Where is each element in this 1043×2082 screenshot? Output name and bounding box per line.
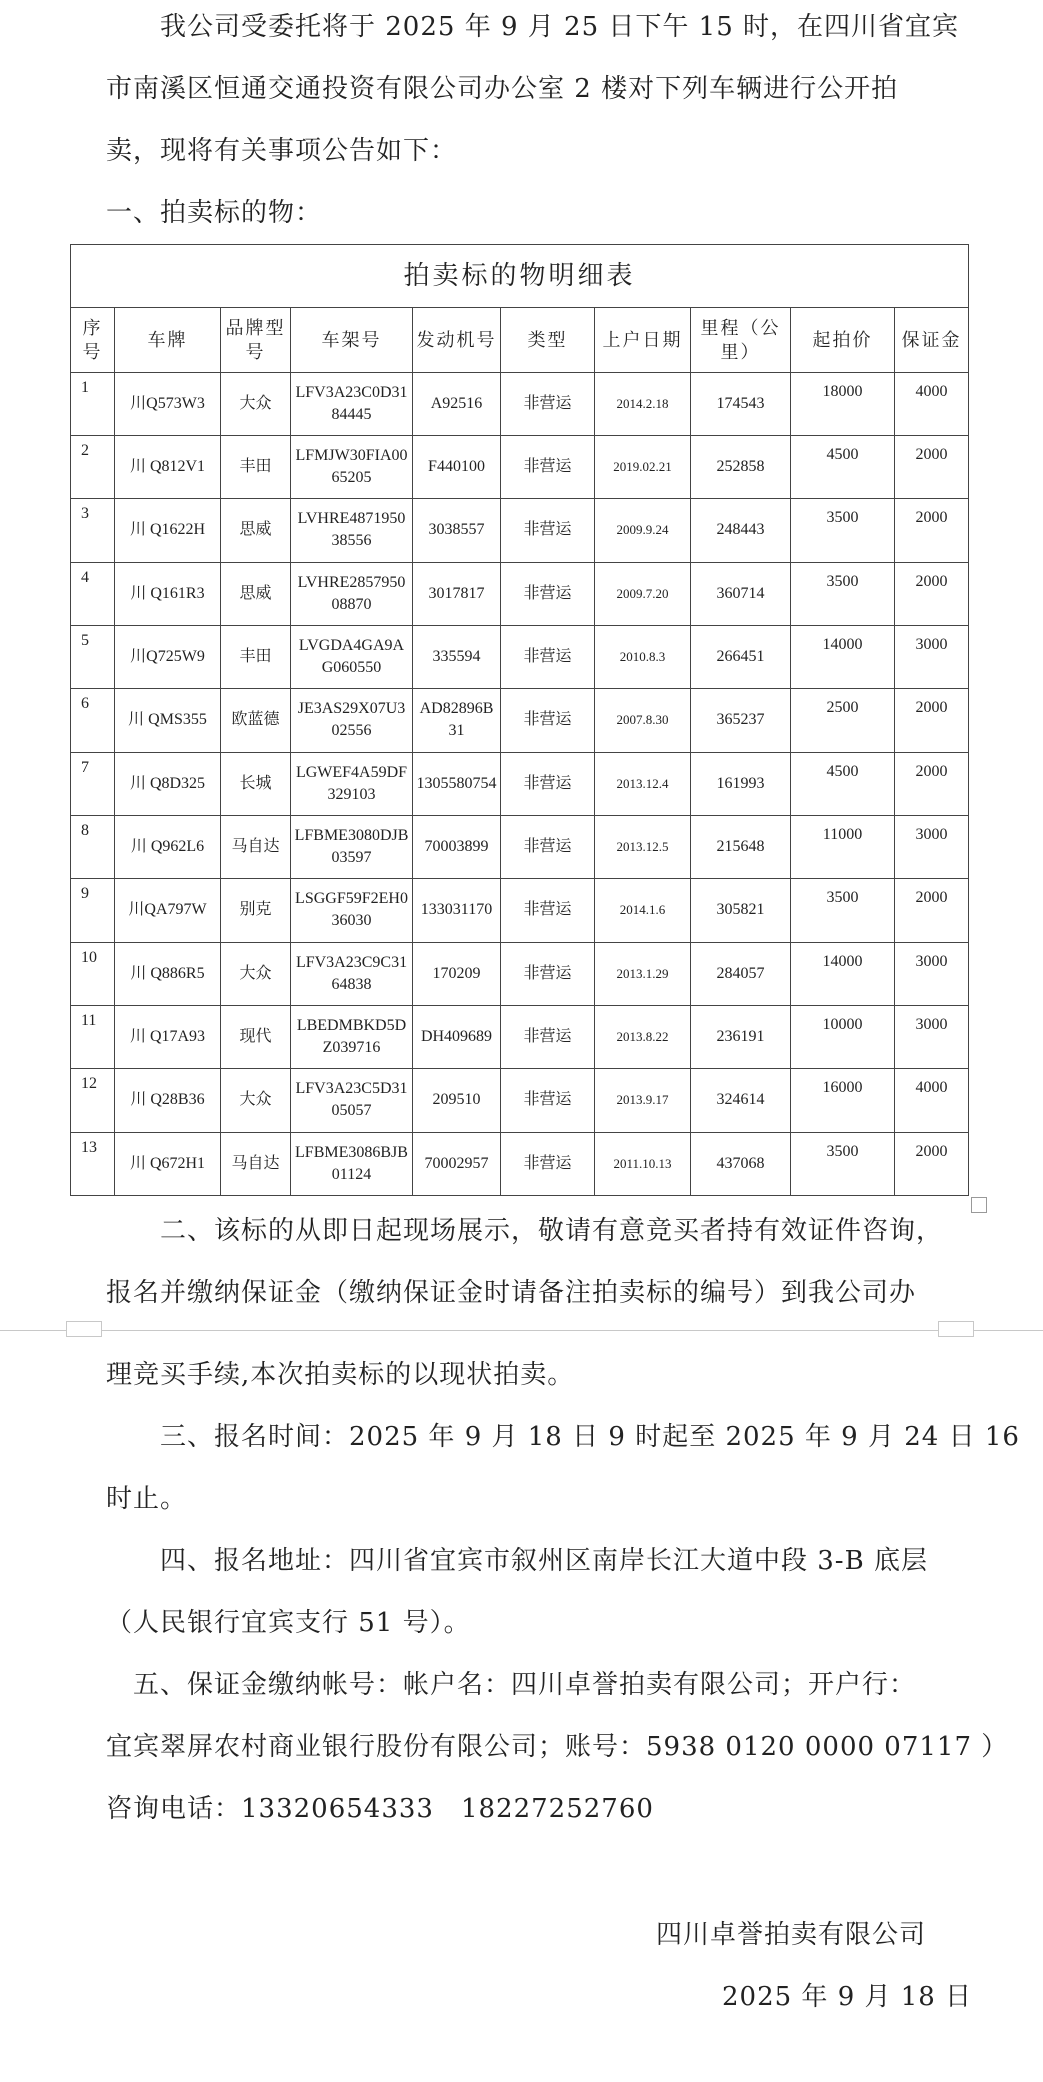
cell-plate: 川 Q28B36 xyxy=(115,1069,221,1132)
cell-brand: 马自达 xyxy=(221,1132,291,1195)
cell-type: 非营运 xyxy=(501,625,595,688)
section-3-line-2: 时止。 xyxy=(106,1484,188,1514)
section-1-heading: 一、拍卖标的物： xyxy=(106,198,323,228)
cell-deposit: 3000 xyxy=(895,815,969,878)
signature-date: 2025 年 9 月 18 日 xyxy=(722,1982,973,2012)
intro-line-1: 我公司受委托将于 2025 年 9 月 25 日下午 15 时，在四川省宜宾 xyxy=(160,12,959,42)
contact-phone: 咨询电话：13320654333 18227252760 xyxy=(106,1794,654,1824)
table-row xyxy=(71,689,969,752)
cell-reg-date: 2010.8.3 xyxy=(595,625,691,688)
cell-deposit: 3000 xyxy=(895,625,969,688)
cell-plate: 川 Q1622H xyxy=(115,499,221,562)
header-type: 类型 xyxy=(501,308,595,372)
cell-seq: 8 xyxy=(71,815,115,878)
cell-seq: 1 xyxy=(71,372,115,435)
cell-type: 非营运 xyxy=(501,689,595,752)
cell-type: 非营运 xyxy=(501,879,595,942)
cell-mileage: 360714 xyxy=(691,562,791,625)
cell-brand: 现代 xyxy=(221,1005,291,1068)
cell-start-price: 14000 xyxy=(791,942,895,1005)
cell-mileage: 324614 xyxy=(691,1069,791,1132)
cell-start-price: 3500 xyxy=(791,1132,895,1195)
table-row xyxy=(71,625,969,688)
cell-start-price: 2500 xyxy=(791,689,895,752)
cell-start-price: 10000 xyxy=(791,1005,895,1068)
cell-start-price: 14000 xyxy=(791,625,895,688)
table-row xyxy=(71,1069,969,1132)
section-2-line-2: 报名并缴纳保证金（缴纳保证金时请备注拍卖标的编号）到我公司办 xyxy=(106,1278,917,1308)
cell-mileage: 365237 xyxy=(691,689,791,752)
cell-brand: 丰田 xyxy=(221,625,291,688)
cell-reg-date: 2019.02.21 xyxy=(595,435,691,498)
cell-reg-date: 2013.8.22 xyxy=(595,1005,691,1068)
cell-reg-date: 2011.10.13 xyxy=(595,1132,691,1195)
cell-seq: 9 xyxy=(71,879,115,942)
cell-engine: 133031170 xyxy=(413,879,501,942)
cell-mileage: 266451 xyxy=(691,625,791,688)
cell-plate: 川 Q8D325 xyxy=(115,752,221,815)
cell-start-price: 18000 xyxy=(791,372,895,435)
section-3-line-1: 三、报名时间：2025 年 9 月 18 日 9 时起至 2025 年 9 月 24 日 16 xyxy=(160,1422,1020,1452)
cell-brand: 长城 xyxy=(221,752,291,815)
cell-engine: DH409689 xyxy=(413,1005,501,1068)
cell-seq: 7 xyxy=(71,752,115,815)
cell-plate: 川QA797W xyxy=(115,879,221,942)
cell-type: 非营运 xyxy=(501,562,595,625)
cell-reg-date: 2014.2.18 xyxy=(595,372,691,435)
header-vin: 车架号 xyxy=(291,308,413,372)
cell-mileage: 161993 xyxy=(691,752,791,815)
cell-plate: 川 Q161R3 xyxy=(115,562,221,625)
cell-start-price: 3500 xyxy=(791,562,895,625)
cell-plate: 川 Q17A93 xyxy=(115,1005,221,1068)
cell-deposit: 4000 xyxy=(895,372,969,435)
cell-deposit: 2000 xyxy=(895,689,969,752)
cell-vin: LVHRE285795008870 xyxy=(291,562,413,625)
cell-vin: LFV3A23C5D3105057 xyxy=(291,1069,413,1132)
cell-type: 非营运 xyxy=(501,1132,595,1195)
header-brand: 品牌型号 xyxy=(221,308,291,372)
cell-reg-date: 2009.9.24 xyxy=(595,499,691,562)
cell-start-price: 4500 xyxy=(791,435,895,498)
cell-brand: 丰田 xyxy=(221,435,291,498)
cell-type: 非营运 xyxy=(501,1069,595,1132)
cell-brand: 思威 xyxy=(221,562,291,625)
cell-deposit: 2000 xyxy=(895,435,969,498)
cell-seq: 3 xyxy=(71,499,115,562)
cell-deposit: 2000 xyxy=(895,499,969,562)
cell-brand: 思威 xyxy=(221,499,291,562)
cell-deposit: 3000 xyxy=(895,942,969,1005)
cell-engine: 170209 xyxy=(413,942,501,1005)
header-start-price: 起拍价 xyxy=(791,308,895,372)
cell-seq: 10 xyxy=(71,942,115,1005)
cell-plate: 川Q725W9 xyxy=(115,625,221,688)
table-row xyxy=(71,562,969,625)
header-plate: 车牌 xyxy=(115,308,221,372)
cell-vin: LGWEF4A59DF329103 xyxy=(291,752,413,815)
cell-vin: LBEDMBKD5DZ039716 xyxy=(291,1005,413,1068)
table-resize-handle xyxy=(971,1197,987,1213)
page-margin-mark-right xyxy=(938,1321,974,1337)
cell-vin: LVHRE487195038556 xyxy=(291,499,413,562)
cell-plate: 川 Q886R5 xyxy=(115,942,221,1005)
cell-engine: AD82896B31 xyxy=(413,689,501,752)
cell-brand: 大众 xyxy=(221,372,291,435)
cell-vin: LFMJW30FIA0065205 xyxy=(291,435,413,498)
cell-mileage: 236191 xyxy=(691,1005,791,1068)
table-row xyxy=(71,879,969,942)
cell-start-price: 16000 xyxy=(791,1069,895,1132)
cell-plate: 川 Q672H1 xyxy=(115,1132,221,1195)
cell-brand: 马自达 xyxy=(221,815,291,878)
cell-engine: 1305580754 xyxy=(413,752,501,815)
cell-seq: 11 xyxy=(71,1005,115,1068)
cell-mileage: 437068 xyxy=(691,1132,791,1195)
cell-deposit: 2000 xyxy=(895,752,969,815)
cell-mileage: 284057 xyxy=(691,942,791,1005)
cell-start-price: 3500 xyxy=(791,879,895,942)
cell-vin: JE3AS29X07U302556 xyxy=(291,689,413,752)
cell-start-price: 4500 xyxy=(791,752,895,815)
section-4-line-1: 四、报名地址：四川省宜宾市叙州区南岸长江大道中段 3-B 底层 xyxy=(160,1546,928,1576)
section-2-line-3: 理竞买手续,本次拍卖标的以现状拍卖。 xyxy=(106,1360,575,1390)
cell-seq: 2 xyxy=(71,435,115,498)
intro-line-3: 卖，现将有关事项公告如下： xyxy=(106,136,458,166)
cell-deposit: 2000 xyxy=(895,879,969,942)
cell-brand: 大众 xyxy=(221,1069,291,1132)
cell-deposit: 3000 xyxy=(895,1005,969,1068)
cell-vin: LSGGF59F2EH036030 xyxy=(291,879,413,942)
cell-mileage: 305821 xyxy=(691,879,791,942)
table-title: 拍卖标的物明细表 xyxy=(71,245,969,308)
header-seq: 序号 xyxy=(71,308,115,372)
cell-type: 非营运 xyxy=(501,372,595,435)
cell-plate: 川 QMS355 xyxy=(115,689,221,752)
cell-type: 非营运 xyxy=(501,435,595,498)
page-break-line xyxy=(0,1330,1043,1331)
signature-company: 四川卓誉拍卖有限公司 xyxy=(656,1920,927,1950)
cell-vin: LFBME3086BJB01124 xyxy=(291,1132,413,1195)
cell-engine: 3017817 xyxy=(413,562,501,625)
table-row xyxy=(71,372,969,435)
cell-reg-date: 2013.9.17 xyxy=(595,1069,691,1132)
cell-start-price: 3500 xyxy=(791,499,895,562)
cell-engine: 209510 xyxy=(413,1069,501,1132)
table-row xyxy=(71,435,969,498)
cell-deposit: 4000 xyxy=(895,1069,969,1132)
cell-brand: 大众 xyxy=(221,942,291,1005)
section-5-line-1: 五、保证金缴纳帐号：帐户名：四川卓誉拍卖有限公司；开户行： xyxy=(133,1670,917,1700)
auction-items-table xyxy=(70,244,969,1196)
cell-reg-date: 2014.1.6 xyxy=(595,879,691,942)
cell-plate: 川 Q812V1 xyxy=(115,435,221,498)
page-margin-mark-left xyxy=(66,1321,102,1337)
cell-type: 非营运 xyxy=(501,752,595,815)
cell-type: 非营运 xyxy=(501,815,595,878)
cell-start-price: 11000 xyxy=(791,815,895,878)
cell-seq: 13 xyxy=(71,1132,115,1195)
section-4-line-2: （人民银行宜宾支行 51 号）。 xyxy=(106,1608,471,1638)
cell-type: 非营运 xyxy=(501,1005,595,1068)
cell-deposit: 2000 xyxy=(895,1132,969,1195)
intro-line-2: 市南溪区恒通交通投资有限公司办公室 2 楼对下列车辆进行公开拍 xyxy=(106,74,899,104)
cell-engine: 335594 xyxy=(413,625,501,688)
cell-reg-date: 2013.1.29 xyxy=(595,942,691,1005)
cell-type: 非营运 xyxy=(501,942,595,1005)
table-row xyxy=(71,1005,969,1068)
section-5-line-2: 宜宾翠屏农村商业银行股份有限公司；账号：5938 0120 0000 07117 ） xyxy=(106,1732,1009,1762)
cell-reg-date: 2007.8.30 xyxy=(595,689,691,752)
header-mileage: 里程（公里） xyxy=(691,308,791,372)
table-row xyxy=(71,1132,969,1195)
cell-seq: 4 xyxy=(71,562,115,625)
cell-mileage: 215648 xyxy=(691,815,791,878)
cell-brand: 别克 xyxy=(221,879,291,942)
cell-engine: 3038557 xyxy=(413,499,501,562)
cell-plate: 川 Q962L6 xyxy=(115,815,221,878)
cell-vin: LFV3A23C9C3164838 xyxy=(291,942,413,1005)
cell-type: 非营运 xyxy=(501,499,595,562)
cell-vin: LFBME3080DJB03597 xyxy=(291,815,413,878)
cell-reg-date: 2013.12.4 xyxy=(595,752,691,815)
cell-reg-date: 2013.12.5 xyxy=(595,815,691,878)
cell-mileage: 174543 xyxy=(691,372,791,435)
cell-seq: 12 xyxy=(71,1069,115,1132)
cell-mileage: 248443 xyxy=(691,499,791,562)
cell-engine: F440100 xyxy=(413,435,501,498)
header-deposit: 保证金 xyxy=(895,308,969,372)
cell-mileage: 252858 xyxy=(691,435,791,498)
cell-vin: LVGDA4GA9AG060550 xyxy=(291,625,413,688)
header-engine: 发动机号 xyxy=(413,308,501,372)
cell-brand: 欧蓝德 xyxy=(221,689,291,752)
cell-seq: 6 xyxy=(71,689,115,752)
cell-vin: LFV3A23C0D3184445 xyxy=(291,372,413,435)
cell-deposit: 2000 xyxy=(895,562,969,625)
cell-engine: 70002957 xyxy=(413,1132,501,1195)
cell-engine: 70003899 xyxy=(413,815,501,878)
cell-engine: A92516 xyxy=(413,372,501,435)
header-reg-date: 上户日期 xyxy=(595,308,691,372)
section-2-line-1: 二、该标的从即日起现场展示，敬请有意竞买者持有效证件咨询， xyxy=(160,1216,944,1246)
table-row xyxy=(71,752,969,815)
table-row xyxy=(71,815,969,878)
table-row xyxy=(71,499,969,562)
cell-reg-date: 2009.7.20 xyxy=(595,562,691,625)
cell-plate: 川Q573W3 xyxy=(115,372,221,435)
table-header-row xyxy=(71,308,969,372)
cell-seq: 5 xyxy=(71,625,115,688)
table-row xyxy=(71,942,969,1005)
